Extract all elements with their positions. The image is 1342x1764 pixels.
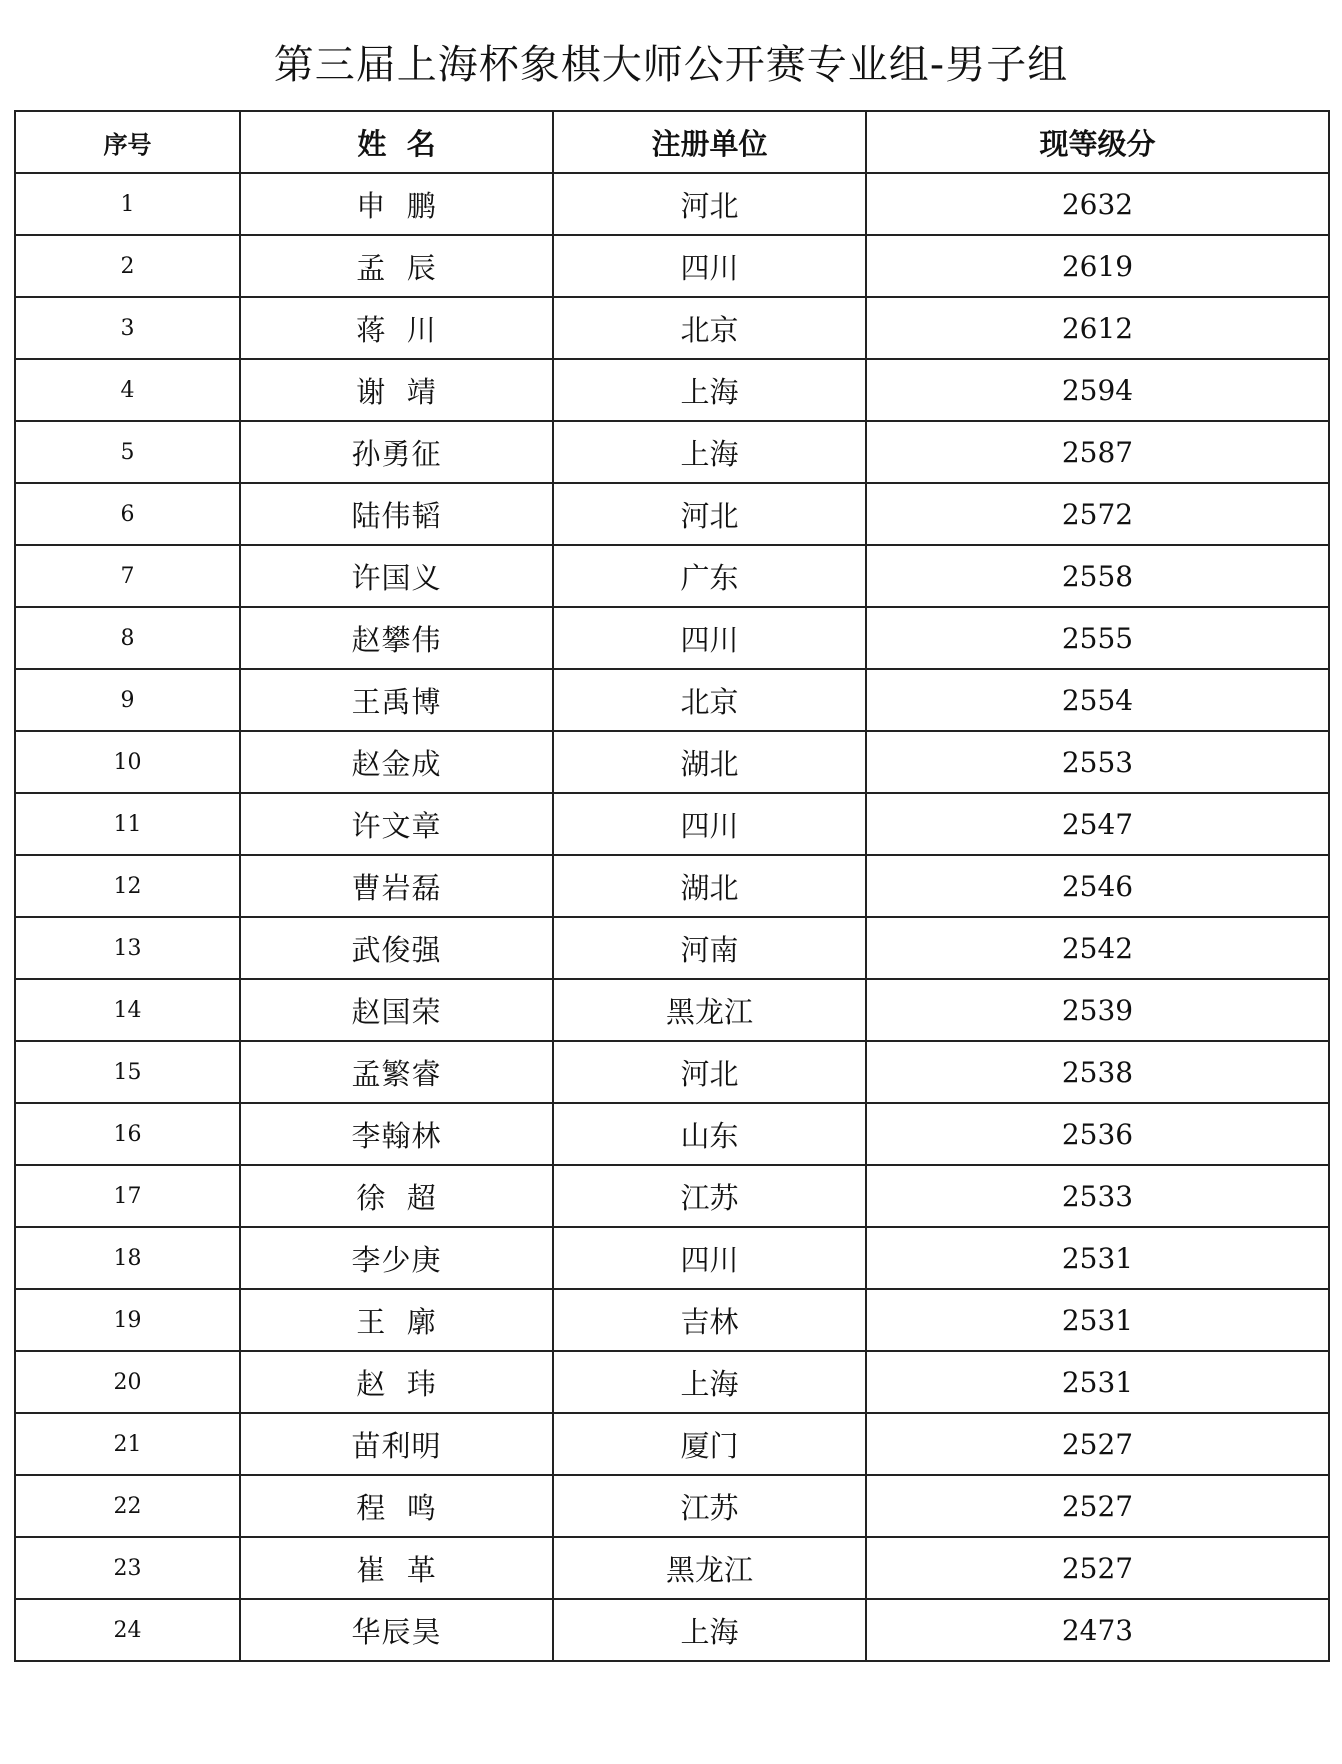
serial-number-cell: 13 [15,917,240,979]
table-row [15,793,1329,855]
player-name-cell: 孟繁睿 [240,1041,553,1103]
registered-unit-cell: 河北 [553,483,866,545]
rating-cell: 2619 [866,235,1329,297]
player-name-cell: 孙勇征 [240,421,553,483]
rating-cell: 2542 [866,917,1329,979]
player-name-cell: 赵金成 [240,731,553,793]
serial-number-cell: 19 [15,1289,240,1351]
rating-cell: 2531 [866,1351,1329,1413]
header-name: 姓 名 [240,111,553,173]
table-row [15,545,1329,607]
rating-cell: 2547 [866,793,1329,855]
serial-number-cell: 10 [15,731,240,793]
serial-number-cell: 17 [15,1165,240,1227]
serial-number-cell: 18 [15,1227,240,1289]
registered-unit-cell: 广东 [553,545,866,607]
rating-cell: 2539 [866,979,1329,1041]
rating-cell: 2473 [866,1599,1329,1661]
table-row [15,607,1329,669]
page-title: 第三届上海杯象棋大师公开赛专业组-男子组 [273,42,1069,88]
table-row [15,483,1329,545]
player-name-cell: 谢 靖 [240,359,553,421]
table-row [15,1227,1329,1289]
rating-cell: 2533 [866,1165,1329,1227]
registered-unit-cell: 上海 [553,359,866,421]
table-row [15,297,1329,359]
registered-unit-cell: 湖北 [553,731,866,793]
registered-unit-cell: 黑龙江 [553,1537,866,1599]
player-name-cell: 赵 玮 [240,1351,553,1413]
registered-unit-cell: 上海 [553,421,866,483]
table-row [15,1289,1329,1351]
table-row [15,917,1329,979]
rating-cell: 2587 [866,421,1329,483]
player-name-cell: 孟 辰 [240,235,553,297]
table-row [15,855,1329,917]
registered-unit-cell: 上海 [553,1599,866,1661]
player-name-cell: 许文章 [240,793,553,855]
registered-unit-cell: 四川 [553,1227,866,1289]
roster-table [14,110,1330,1662]
registered-unit-cell: 江苏 [553,1165,866,1227]
rating-cell: 2572 [866,483,1329,545]
player-name-cell: 陆伟韬 [240,483,553,545]
header-row [15,111,1329,173]
player-name-cell: 李少庚 [240,1227,553,1289]
registered-unit-cell: 河南 [553,917,866,979]
registered-unit-cell: 黑龙江 [553,979,866,1041]
player-name-cell: 申 鹏 [240,173,553,235]
table-row [15,173,1329,235]
registered-unit-cell: 上海 [553,1351,866,1413]
serial-number-cell: 23 [15,1537,240,1599]
registered-unit-cell: 四川 [553,793,866,855]
rating-cell: 2555 [866,607,1329,669]
registered-unit-cell: 厦门 [553,1413,866,1475]
serial-number-cell: 22 [15,1475,240,1537]
serial-number-cell: 7 [15,545,240,607]
serial-number-cell: 12 [15,855,240,917]
registered-unit-cell: 吉林 [553,1289,866,1351]
registered-unit-cell: 江苏 [553,1475,866,1537]
header-serial-number: 序号 [15,111,240,173]
serial-number-cell: 8 [15,607,240,669]
player-name-cell: 王禹博 [240,669,553,731]
player-name-cell: 赵攀伟 [240,607,553,669]
table-row [15,731,1329,793]
table-row [15,359,1329,421]
table-row [15,1537,1329,1599]
table-row [15,1599,1329,1661]
table-body [15,173,1329,1661]
registered-unit-cell: 河北 [553,1041,866,1103]
serial-number-cell: 1 [15,173,240,235]
player-name-cell: 崔 革 [240,1537,553,1599]
registered-unit-cell: 河北 [553,173,866,235]
table-row [15,1165,1329,1227]
player-name-cell: 赵国荣 [240,979,553,1041]
player-name-cell: 武俊强 [240,917,553,979]
table-row [15,1041,1329,1103]
registered-unit-cell: 山东 [553,1103,866,1165]
rating-cell: 2594 [866,359,1329,421]
table-header [15,111,1329,173]
serial-number-cell: 16 [15,1103,240,1165]
serial-number-cell: 9 [15,669,240,731]
table-row [15,1413,1329,1475]
serial-number-cell: 2 [15,235,240,297]
registered-unit-cell: 四川 [553,235,866,297]
serial-number-cell: 4 [15,359,240,421]
serial-number-cell: 24 [15,1599,240,1661]
table-row [15,1475,1329,1537]
rating-cell: 2558 [866,545,1329,607]
rating-cell: 2527 [866,1413,1329,1475]
table-row [15,421,1329,483]
player-name-cell: 王 廓 [240,1289,553,1351]
registered-unit-cell: 北京 [553,297,866,359]
serial-number-cell: 20 [15,1351,240,1413]
rating-cell: 2546 [866,855,1329,917]
player-name-cell: 徐 超 [240,1165,553,1227]
header-registered-unit: 注册单位 [553,111,866,173]
player-name-cell: 华辰昊 [240,1599,553,1661]
player-name-cell: 李翰林 [240,1103,553,1165]
rating-cell: 2632 [866,173,1329,235]
table-row [15,1351,1329,1413]
serial-number-cell: 14 [15,979,240,1041]
table-row [15,235,1329,297]
player-name-cell: 许国义 [240,545,553,607]
table-row [15,979,1329,1041]
rating-cell: 2527 [866,1475,1329,1537]
serial-number-cell: 21 [15,1413,240,1475]
table-row [15,1103,1329,1165]
player-name-cell: 曹岩磊 [240,855,553,917]
rating-cell: 2527 [866,1537,1329,1599]
registered-unit-cell: 湖北 [553,855,866,917]
rating-cell: 2531 [866,1289,1329,1351]
registered-unit-cell: 四川 [553,607,866,669]
rating-cell: 2612 [866,297,1329,359]
serial-number-cell: 15 [15,1041,240,1103]
player-name-cell: 苗利明 [240,1413,553,1475]
rating-cell: 2536 [866,1103,1329,1165]
serial-number-cell: 5 [15,421,240,483]
serial-number-cell: 3 [15,297,240,359]
table-row [15,669,1329,731]
player-name-cell: 程 鸣 [240,1475,553,1537]
rating-cell: 2531 [866,1227,1329,1289]
serial-number-cell: 11 [15,793,240,855]
serial-number-cell: 6 [15,483,240,545]
rating-cell: 2554 [866,669,1329,731]
header-rating: 现等级分 [866,111,1329,173]
rating-cell: 2553 [866,731,1329,793]
player-name-cell: 蒋 川 [240,297,553,359]
rating-cell: 2538 [866,1041,1329,1103]
registered-unit-cell: 北京 [553,669,866,731]
